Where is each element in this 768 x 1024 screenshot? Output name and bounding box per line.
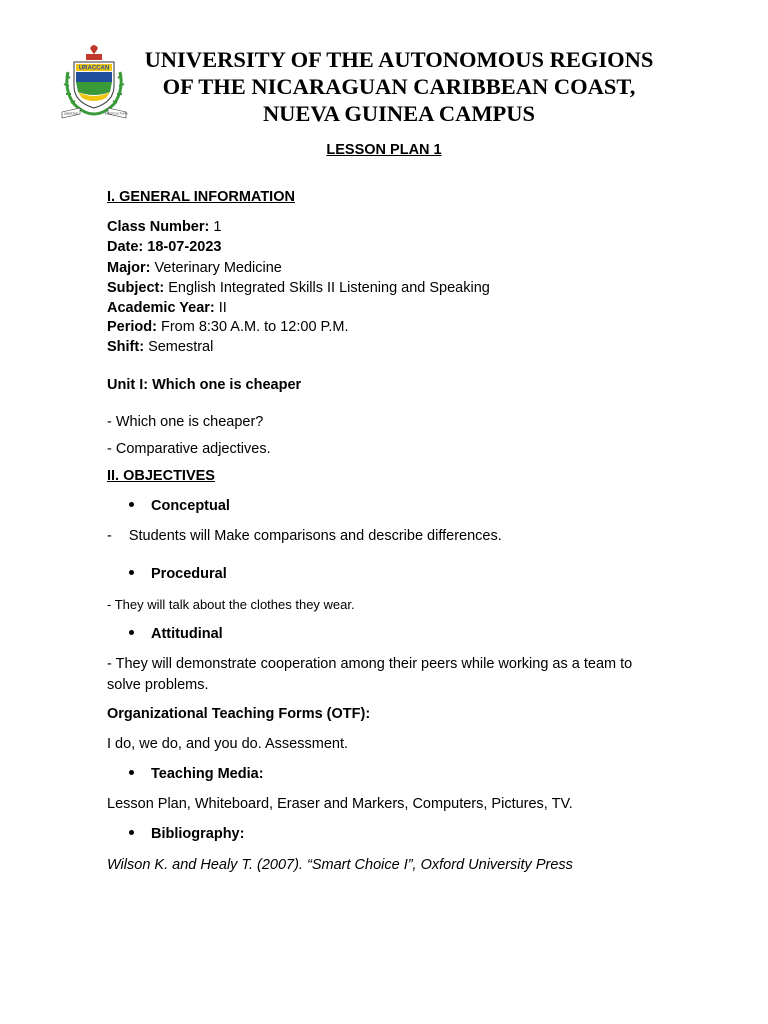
bullet-icon — [129, 502, 134, 507]
bibliography-bullet — [129, 825, 244, 843]
otf-text: I do, we do, and you do. Assessment. — [107, 736, 349, 752]
unit-title: Unit I: Which one is cheaper — [107, 377, 302, 393]
academic-year-label: Academic Year: — [107, 300, 215, 316]
subject-label: Subject: — [107, 280, 165, 296]
major-value: Veterinary Medicine — [150, 260, 282, 276]
bullet-icon — [129, 630, 134, 635]
teaching-media-bullet — [129, 765, 264, 783]
otf-heading: Organizational Teaching Forms (OTF): — [107, 706, 371, 722]
attitudinal-objective-line-1: - They will demonstrate cooperation among their peers while working as a team to — [107, 656, 633, 672]
class-number-row — [107, 218, 221, 236]
bibliography-label: Bibliography: — [151, 826, 245, 842]
conceptual-dash: - — [107, 528, 112, 544]
university-title — [132, 46, 666, 127]
teaching-media-text: Lesson Plan, Whiteboard, Eraser and Markers, Computers, Pictures, TV. — [107, 796, 573, 812]
procedural-bullet — [129, 565, 227, 583]
conceptual-text: Students will Make comparisons and describe differences. — [128, 528, 502, 544]
period-label: Period: — [107, 319, 157, 335]
bullet-icon — [129, 570, 134, 575]
university-logo — [60, 42, 128, 120]
unit-topic-1: - Which one is cheaper? — [107, 414, 264, 430]
lesson-plan-title: LESSON PLAN 1 — [326, 142, 442, 158]
period-value: From 8:30 A.M. to 12:00 P.M. — [156, 319, 349, 335]
date-row: Date: 18-07-2023 — [107, 239, 222, 255]
period-row — [107, 318, 349, 336]
logo-name-text: URACCAN — [78, 65, 110, 72]
logo-motto-left: LIBERTAD — [63, 111, 79, 116]
attitudinal-label: Attitudinal — [151, 626, 223, 642]
procedural-label: Procedural — [151, 566, 227, 582]
bullet-icon — [129, 830, 134, 835]
class-number-label: Class Number: — [107, 219, 210, 235]
teaching-media-label: Teaching Media: — [151, 766, 264, 782]
procedural-objective: - They will talk about the clothes they wear. — [107, 597, 355, 612]
conceptual-label: Conceptual — [151, 498, 230, 514]
attitudinal-bullet — [129, 625, 223, 643]
academic-year-row — [107, 299, 227, 317]
bibliography-text: Wilson K. and Healy T. (2007). “Smart Choice I”, Oxford University Press — [107, 857, 573, 873]
university-title-line-1: UNIVERSITY OF THE AUTONOMOUS REGIONS — [144, 47, 654, 72]
academic-year-value: II — [214, 300, 227, 316]
conceptual-bullet — [129, 497, 230, 515]
shift-row — [107, 338, 213, 356]
subject-value: English Integrated Skills II Listening and Speaking — [164, 280, 490, 296]
subject-row — [107, 279, 490, 297]
shift-value: Semestral — [144, 339, 214, 355]
shift-label: Shift: — [107, 339, 145, 355]
attitudinal-objective-line-2: solve problems. — [107, 677, 209, 693]
major-label: Major: — [107, 260, 151, 276]
bullet-icon — [129, 770, 134, 775]
conceptual-objective — [107, 527, 502, 545]
university-title-line-3: NUEVA GUINEA CAMPUS — [262, 101, 536, 126]
general-info-heading: I. GENERAL INFORMATION — [107, 189, 295, 205]
logo-motto-right: INTERCULTURAL — [104, 111, 128, 116]
class-number-value: 1 — [209, 219, 222, 235]
unit-topic-2: - Comparative adjectives. — [107, 441, 271, 457]
university-title-line-2: OF THE NICARAGUAN CARIBBEAN COAST, — [162, 74, 636, 99]
objectives-heading: II. OBJECTIVES — [107, 468, 215, 484]
major-row — [107, 259, 282, 277]
university-crest-icon — [60, 42, 128, 120]
